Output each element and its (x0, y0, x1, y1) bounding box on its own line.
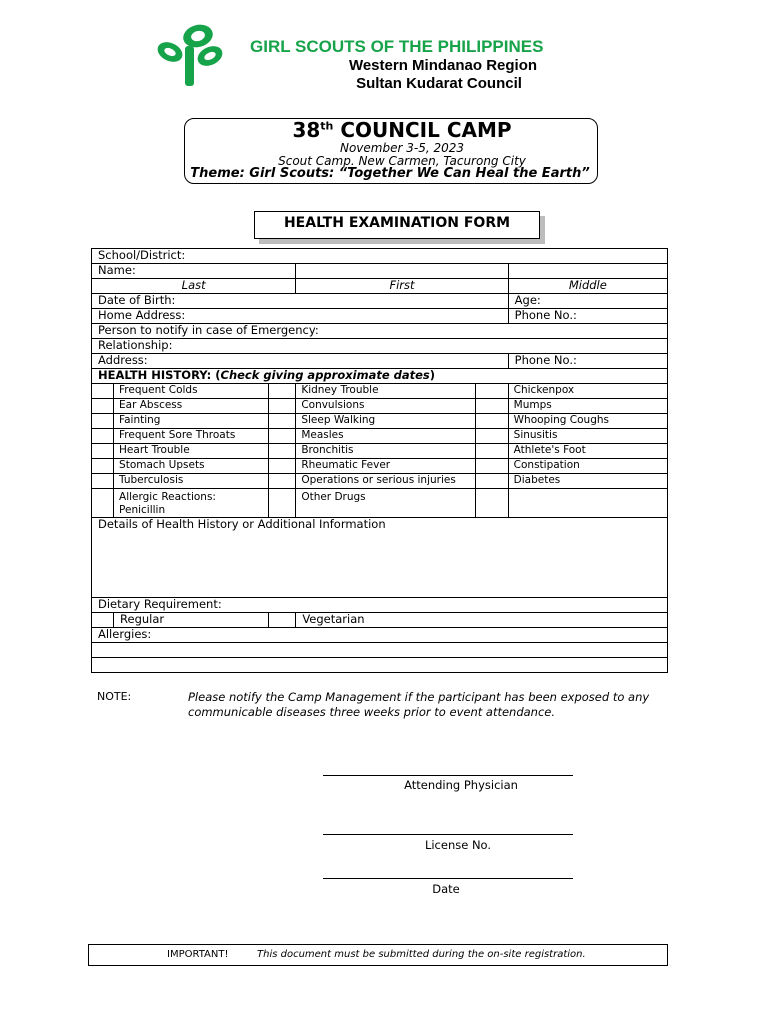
history-checkbox[interactable] (475, 459, 508, 474)
name-parts-row (92, 279, 668, 294)
history-item-empty (508, 489, 667, 518)
home-address-row (92, 309, 668, 324)
relationship-field[interactable]: Relationship: (92, 339, 668, 354)
history-checkbox[interactable] (475, 489, 508, 518)
camp-title: 38th COUNCIL CAMP (292, 118, 512, 142)
history-item: Fainting (114, 414, 269, 429)
history-item: Allergic Reactions: Penicillin (114, 489, 269, 518)
school-field[interactable]: School/District: (92, 249, 668, 264)
history-item: Mumps (508, 399, 667, 414)
history-row (92, 474, 668, 489)
first-name-field[interactable] (296, 264, 508, 279)
history-item: Chickenpox (508, 384, 667, 399)
address-field[interactable]: Address: (92, 354, 509, 369)
form-title: HEALTH EXAMINATION FORM (283, 215, 511, 231)
history-checkbox[interactable] (92, 474, 114, 489)
name-row (92, 264, 668, 279)
note-text: Please notify the Camp Management if the participant has been exposed to any communicable diseases three weeks prior to event attendance. (188, 690, 650, 719)
health-form-table (91, 248, 668, 673)
date-label: Date (432, 882, 460, 896)
history-row (92, 444, 668, 459)
emergency-contact-field[interactable]: Person to notify in case of Emergency: (92, 324, 668, 339)
allergies-line[interactable] (92, 643, 668, 658)
history-item: Measles (296, 429, 475, 444)
allergies-line-row (92, 643, 668, 658)
history-item: Rheumatic Fever (296, 459, 475, 474)
history-item: Bronchitis (296, 444, 475, 459)
history-item: Athlete's Foot (508, 444, 667, 459)
history-checkbox[interactable] (269, 444, 296, 459)
history-checkbox[interactable] (475, 429, 508, 444)
name-label: Name: (92, 264, 296, 279)
history-item: Kidney Trouble (296, 384, 475, 399)
dietary-row (92, 598, 668, 613)
dob-row (92, 294, 668, 309)
allergies-row (92, 628, 668, 643)
dietary-label: Dietary Requirement: (92, 598, 668, 613)
history-item: Other Drugs (296, 489, 475, 518)
region-name: Western Mindanao Region (348, 57, 538, 74)
emergency-row (92, 324, 668, 339)
regular-label: Regular (114, 613, 269, 628)
history-checkbox[interactable] (92, 414, 114, 429)
history-item: Stomach Upsets (114, 459, 269, 474)
date-line[interactable] (323, 878, 573, 879)
allergies-line[interactable] (92, 658, 668, 673)
health-history-label: HEALTH HISTORY: (Check giving approximate dates) (92, 369, 668, 384)
middle-name-field[interactable] (508, 264, 667, 279)
physician-signature-line[interactable] (323, 775, 573, 776)
girl-scouts-trefoil-logo (152, 22, 226, 88)
history-checkbox[interactable] (475, 384, 508, 399)
regular-checkbox[interactable] (92, 613, 114, 628)
history-item: Ear Abscess (114, 399, 269, 414)
home-address-field[interactable]: Home Address: (92, 309, 509, 324)
history-item: Frequent Sore Throats (114, 429, 269, 444)
school-row (92, 249, 668, 264)
history-checkbox[interactable] (92, 429, 114, 444)
history-checkbox[interactable] (92, 399, 114, 414)
council-name: Sultan Kudarat Council (356, 75, 522, 92)
history-row (92, 399, 668, 414)
history-item: Whooping Coughs (508, 414, 667, 429)
history-row (92, 414, 668, 429)
note-label: NOTE: (97, 690, 132, 703)
allergies-line-row (92, 658, 668, 673)
history-row (92, 459, 668, 474)
camp-date: November 3-5, 2023 (339, 141, 464, 155)
history-checkbox[interactable] (269, 429, 296, 444)
history-checkbox[interactable] (475, 474, 508, 489)
dietary-options-row (92, 613, 668, 628)
health-history-header-row (92, 369, 668, 384)
history-row (92, 384, 668, 399)
history-checkbox[interactable] (92, 489, 114, 518)
camp-theme: Theme: Girl Scouts: “Together We Can Heal the Earth” (190, 166, 590, 181)
history-item: Heart Trouble (114, 444, 269, 459)
dob-field[interactable]: Date of Birth: (92, 294, 509, 309)
history-item: Diabetes (508, 474, 667, 489)
license-line[interactable] (323, 834, 573, 835)
history-checkbox[interactable] (475, 399, 508, 414)
phone-field[interactable]: Phone No.: (508, 309, 667, 324)
phone2-field[interactable]: Phone No.: (508, 354, 667, 369)
vegetarian-label: Vegetarian (296, 613, 668, 628)
details-row (92, 518, 668, 598)
first-label: First (296, 279, 508, 294)
history-row (92, 429, 668, 444)
history-checkbox[interactable] (475, 444, 508, 459)
address-row (92, 354, 668, 369)
important-text: This document must be submitted during the on-site registration. (257, 949, 586, 960)
history-row (92, 489, 668, 518)
history-item: Operations or serious injuries (296, 474, 475, 489)
history-item: Convulsions (296, 399, 475, 414)
history-checkbox[interactable] (269, 399, 296, 414)
history-item: Constipation (508, 459, 667, 474)
history-checkbox[interactable] (92, 444, 114, 459)
history-item: Sleep Walking (296, 414, 475, 429)
history-checkbox[interactable] (269, 489, 296, 518)
history-checkbox[interactable] (92, 384, 114, 399)
vegetarian-checkbox[interactable] (269, 613, 296, 628)
history-item: Sinusitis (508, 429, 667, 444)
age-field[interactable]: Age: (508, 294, 667, 309)
history-checkbox[interactable] (269, 384, 296, 399)
last-label: Last (92, 279, 296, 294)
history-checkbox[interactable] (269, 459, 296, 474)
relationship-row (92, 339, 668, 354)
camp-venue: Scout Camp. New Carmen, Tacurong City (278, 154, 526, 168)
middle-label: Middle (508, 279, 667, 294)
important-label: IMPORTANT! (167, 949, 229, 960)
license-label: License No. (424, 838, 492, 852)
history-item: Tuberculosis (114, 474, 269, 489)
org-name: GIRL SCOUTS OF THE PHILIPPINES (250, 37, 544, 56)
details-field[interactable]: Details of Health History or Additional Information (92, 518, 668, 598)
history-item: Frequent Colds (114, 384, 269, 399)
history-checkbox[interactable] (269, 474, 296, 489)
history-checkbox[interactable] (269, 414, 296, 429)
history-checkbox[interactable] (475, 414, 508, 429)
physician-label: Attending Physician (404, 778, 518, 792)
history-checkbox[interactable] (92, 459, 114, 474)
allergies-field[interactable]: Allergies: (92, 628, 668, 643)
